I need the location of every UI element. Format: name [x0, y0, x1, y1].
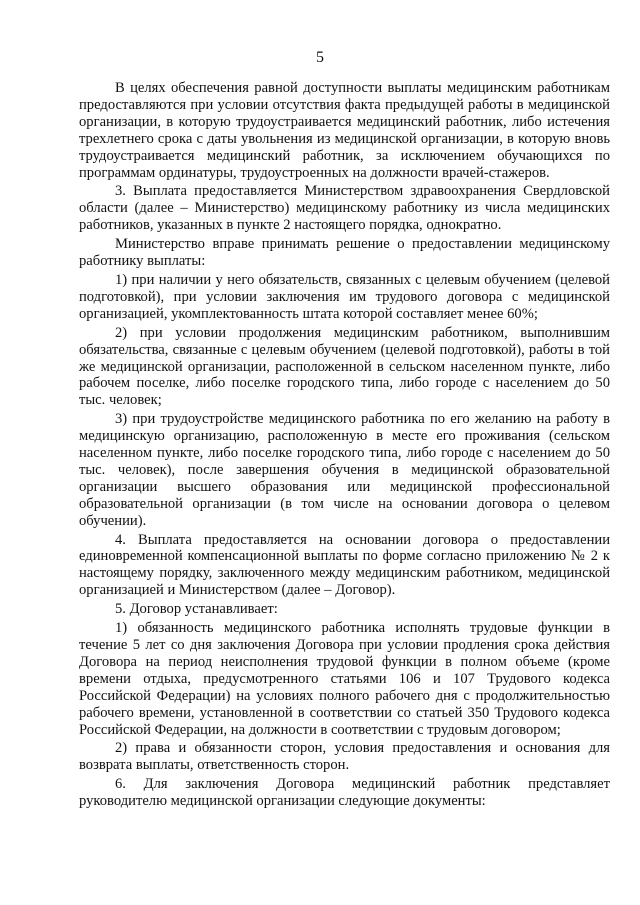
paragraph-clause-3: 3. Выплата предоставляется Министерством здравоохранения Свердловской области (далее – Министерство) медицинскому работнику из числа медицинских работников, указанных в пункте 2 настоящего порядка, однократно.: [79, 183, 610, 234]
paragraph-clause-5: 5. Договор устанавливает:: [115, 601, 278, 618]
page-number: 5: [316, 49, 324, 66]
paragraph-condition-3: 3) при трудоустройстве медицинского работника по его желанию на работу в медицинскую организацию, расположенную в месте его проживания (сельском населенном пункте, либо поселке городского типа, либо городе с населением до 50 тыс. человек), после завершения обучения в медицинской образовательной организации высшего образования или медицинской профессиональной образовательной организации (в том числе на основании договора о целевом обучении).: [79, 411, 610, 529]
paragraph-clause-4: 4. Выплата предоставляется на основании договора о предоставлении единовременной компенсационной выплаты по форме согласно приложению № 2 к настоящему порядку, заключенного между медицинским работником, медицинской организацией и Министерством (далее – Договор).: [79, 531, 610, 599]
paragraph-clause-5-item-2: 2) права и обязанности сторон, условия предоставления и основания для возврата выплаты, ответственность сторон.: [79, 740, 610, 774]
paragraph-condition-2: 2) при условии продолжения медицинским работником, выполнившим обязательства, связанные с целевым обучением (целевой подготовкой), работы в той же медицинской организации, расположенной в сельском населенном пункте, либо рабочем поселке, либо поселке городского типа, либо городе с населением до 50 тыс. человек;: [79, 324, 610, 409]
paragraph-ministry-right: Министерство вправе принимать решение о предоставлении медицинскому работнику выплаты:: [79, 236, 610, 270]
paragraph-condition-1: 1) при наличии у него обязательств, связанных с целевым обучением (целевой подготовкой), при условии заключения им трудового договора с медицинской организацией, укомплектованность штата которой составляет менее 60%;: [79, 271, 610, 322]
paragraph-equal-access: В целях обеспечения равной доступности выплаты медицинским работникам предоставляются при условии отсутствия факта предыдущей работы в медицинской организации, в которую трудоустраивается медицинский работник, либо истечения трехлетнего срока с даты увольнения из медицинской организации, в которую вновь трудоустраивается медицинский работник, за исключением обучающихся по программам ординатуры, трудоустроенных на должности врачей-стажеров.: [79, 80, 610, 181]
paragraph-clause-6: 6. Для заключения Договора медицинский работник представляет руководителю медицинской организации следующие документы:: [79, 776, 610, 810]
document-body: [79, 80, 610, 812]
paragraph-clause-5-item-1: 1) обязанность медицинского работника исполнять трудовые функции в течение 5 лет со дня заключения Договора при условии продления срока действия Договора на период неисполнения трудовой функции в полном объеме (кроме времени отдыха, предусмотренного статьями 106 и 107 Трудового кодекса Российской Федерации) на условиях полного рабочего дня с продолжительностью рабочего времени, установленной в соответствии со статьей 350 Трудового кодекса Российской Федерации, на должности в соответствии с трудовым договором;: [79, 620, 610, 738]
